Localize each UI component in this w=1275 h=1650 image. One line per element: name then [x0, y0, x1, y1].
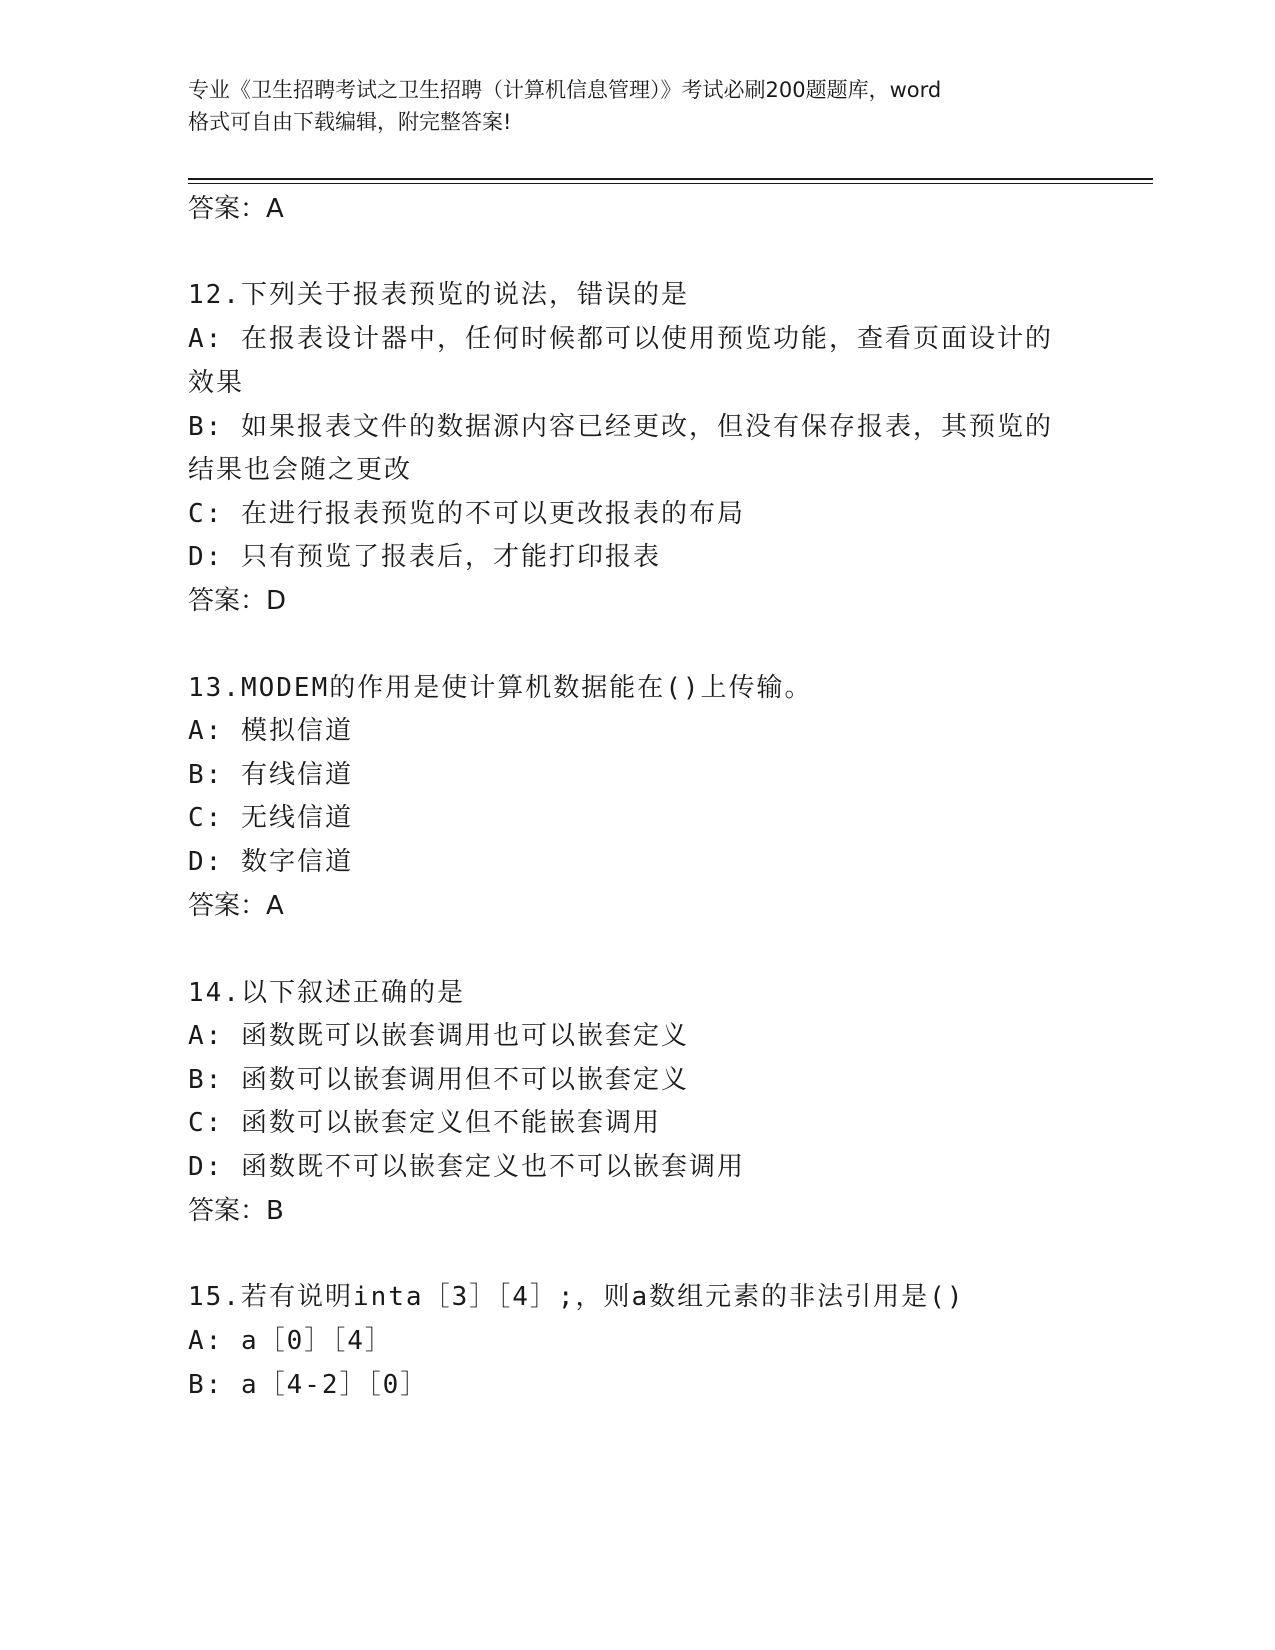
question-12-option-d: D: 只有预览了报表后，才能打印报表: [188, 542, 661, 572]
question-15-option-a: A: a［0］［4］: [188, 1326, 393, 1356]
previous-answer: 答案：A: [188, 194, 284, 224]
question-12-option-b: B: 如果报表文件的数据源内容已经更改，但没有保存报表，其预览的: [188, 412, 1053, 442]
question-14-option-c: C: 函数可以嵌套定义但不能嵌套调用: [188, 1108, 661, 1138]
question-15-stem: 15.若有说明inta［3］［4］;，则a数组元素的非法引用是(): [188, 1282, 965, 1312]
question-12-option-c: C: 在进行报表预览的不可以更改报表的布局: [188, 499, 745, 529]
question-12-option-a: A: 在报表设计器中，任何时候都可以使用预览功能，查看页面设计的: [188, 324, 1053, 354]
question-12-option-b-cont: 结果也会随之更改: [188, 455, 413, 485]
question-15-option-b: B: a［4-2］［0］: [188, 1370, 429, 1400]
question-14-option-a: A: 函数既可以嵌套调用也可以嵌套定义: [188, 1021, 689, 1051]
question-14-answer: 答案：B: [188, 1196, 284, 1226]
question-13-option-c: C: 无线信道: [188, 803, 353, 833]
question-13-stem: 13.MODEM的作用是使计算机数据能在()上传输。: [188, 673, 813, 703]
question-14-stem: 14.以下叙述正确的是: [188, 978, 465, 1008]
header-line-2: 格式可自由下载编辑，附完整答案!: [188, 110, 512, 134]
header-divider-thick: [188, 178, 1153, 180]
question-12-stem: 12.下列关于报表预览的说法，错误的是: [188, 280, 689, 310]
question-13-option-d: D: 数字信道: [188, 847, 353, 877]
question-13-option-b: B: 有线信道: [188, 760, 353, 790]
question-13-option-a: A: 模拟信道: [188, 716, 353, 746]
question-13-answer: 答案：A: [188, 891, 284, 921]
document-header: [188, 74, 1088, 138]
question-14-option-b: B: 函数可以嵌套调用但不可以嵌套定义: [188, 1065, 689, 1095]
question-14-option-d: D: 函数既不可以嵌套定义也不可以嵌套调用: [188, 1152, 745, 1182]
question-12-option-a-cont: 效果: [188, 368, 245, 398]
header-line-1: 专业《卫生招聘考试之卫生招聘（计算机信息管理）》考试必刷200题题库，word: [188, 78, 942, 102]
question-12-answer: 答案：D: [188, 586, 287, 616]
header-divider-thin: [188, 183, 1153, 184]
